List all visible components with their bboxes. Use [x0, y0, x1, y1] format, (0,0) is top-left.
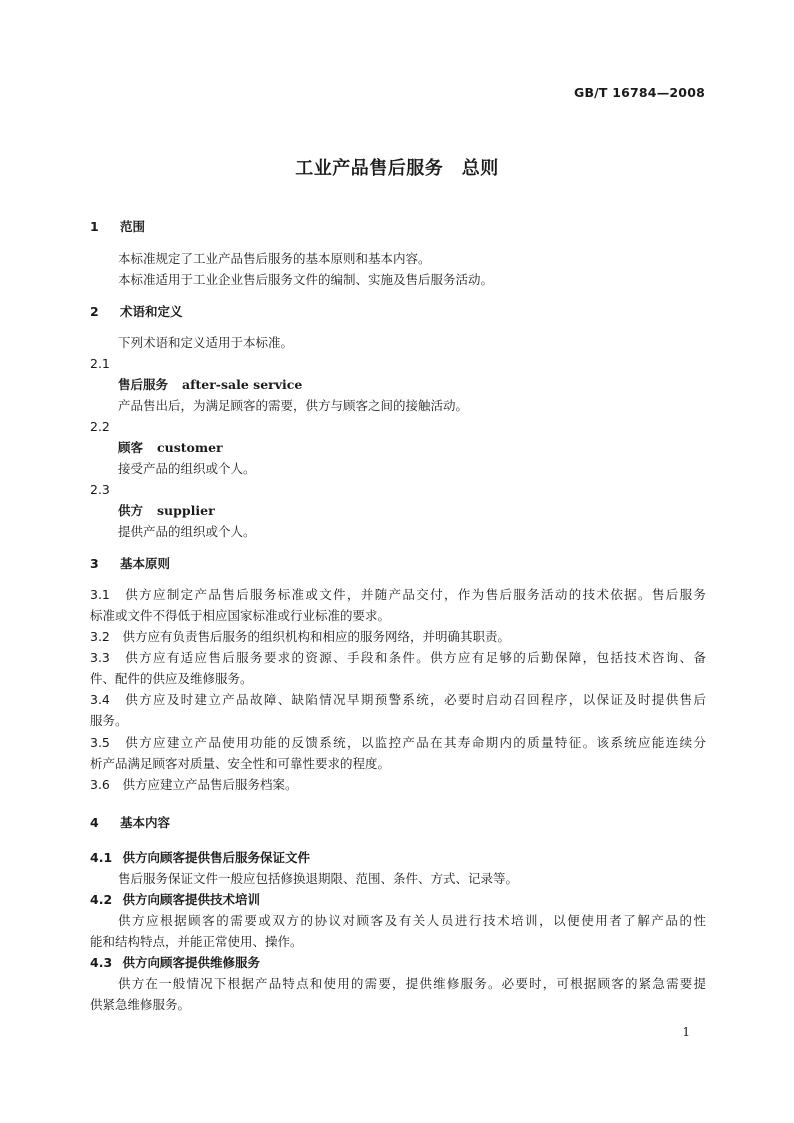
clause-3-5-line-2: 析产品满足顾客对质量、安全性和可靠性要求的程度。 — [90, 756, 391, 771]
clause-4-3-heading: 4.3 供方向顾客提供维修服务 — [90, 955, 261, 970]
term-2-2-title: 顾客 customer — [118, 440, 223, 455]
clause-4-3-line-2: 供紧急维修服务。 — [90, 997, 191, 1012]
section-4-heading: 4 基本内容 — [90, 815, 171, 830]
term-2-2-definition: 接受产品的组织或个人。 — [118, 461, 256, 476]
section-3-heading: 3 基本原则 — [90, 556, 171, 571]
clause-4-2-line-1: 供方应根据顾客的需要或双方的协议对顾客及有关人员进行技术培训，以便使用者了解产品的性 — [118, 913, 706, 928]
clause-3-4-line-2: 服务。 — [90, 713, 128, 728]
clause-3-1-line-1: 3.1 供方应制定产品售后服务标准或文件，并随产品交付，作为售后服务活动的技术依据。售后服务 — [90, 587, 706, 602]
section-1-paragraph-2: 本标准适用于工业企业售后服务文件的编制、实施及售后服务活动。 — [118, 272, 494, 287]
term-2-1-title: 售后服务 after-sale service — [118, 377, 303, 392]
section-2-intro: 下列术语和定义适用于本标准。 — [118, 335, 294, 350]
clause-3-4-line-1: 3.4 供方应及时建立产品故障、缺陷情况早期预警系统，必要时启动召回程序，以保证及时提供售后 — [90, 692, 706, 707]
document-title: 工业产品售后服务 总则 — [295, 158, 499, 179]
clause-4-2-heading: 4.2 供方向顾客提供技术培训 — [90, 892, 261, 907]
clause-4-2-line-2: 能和结构特点，并能正常使用、操作。 — [90, 934, 303, 949]
standard-code: GB/T 16784—2008 — [573, 85, 705, 100]
term-2-3-title: 供方 supplier — [118, 503, 215, 518]
clause-4-1-heading: 4.1 供方向顾客提供售后服务保证文件 — [90, 850, 311, 865]
term-2-1-definition: 产品售出后，为满足顾客的需要，供方与顾客之间的接触活动。 — [118, 398, 469, 413]
clause-3-2-line-1: 3.2 供方应有负责售后服务的组织机构和相应的服务网络，并明确其职责。 — [90, 629, 511, 644]
section-1-paragraph-1: 本标准规定了工业产品售后服务的基本原则和基本内容。 — [118, 251, 431, 266]
section-2-heading: 2 术语和定义 — [90, 304, 183, 319]
clause-3-1-line-2: 标准或文件不得低于相应国家标准或行业标准的要求。 — [90, 608, 391, 623]
clause-3-3-line-1: 3.3 供方应有适应售后服务要求的资源、手段和条件。供方应有足够的后勤保障，包括技术咨询、备 — [90, 650, 706, 665]
clause-4-1-line-1: 售后服务保证文件一般应包括修换退期限、范围、条件、方式、记录等。 — [118, 871, 519, 886]
page-number: 1 — [682, 1025, 690, 1039]
clause-4-3-line-1: 供方在一般情况下根据产品特点和使用的需要，提供维修服务。必要时，可根据顾客的紧急需要提 — [118, 976, 706, 991]
section-1-heading: 1 范围 — [90, 219, 146, 234]
term-2-1-number: 2.1 — [90, 356, 110, 371]
clause-3-3-line-2: 件、配件的供应及维修服务。 — [90, 671, 253, 686]
term-2-2-number: 2.2 — [90, 419, 110, 434]
clause-3-6-line-1: 3.6 供方应建立产品售后服务档案。 — [90, 777, 298, 792]
term-2-3-number: 2.3 — [90, 482, 110, 497]
clause-3-5-line-1: 3.5 供方应建立产品使用功能的反馈系统，以监控产品在其寿命期内的质量特征。该系统应能连续分 — [90, 735, 706, 750]
term-2-3-definition: 提供产品的组织或个人。 — [118, 524, 256, 539]
